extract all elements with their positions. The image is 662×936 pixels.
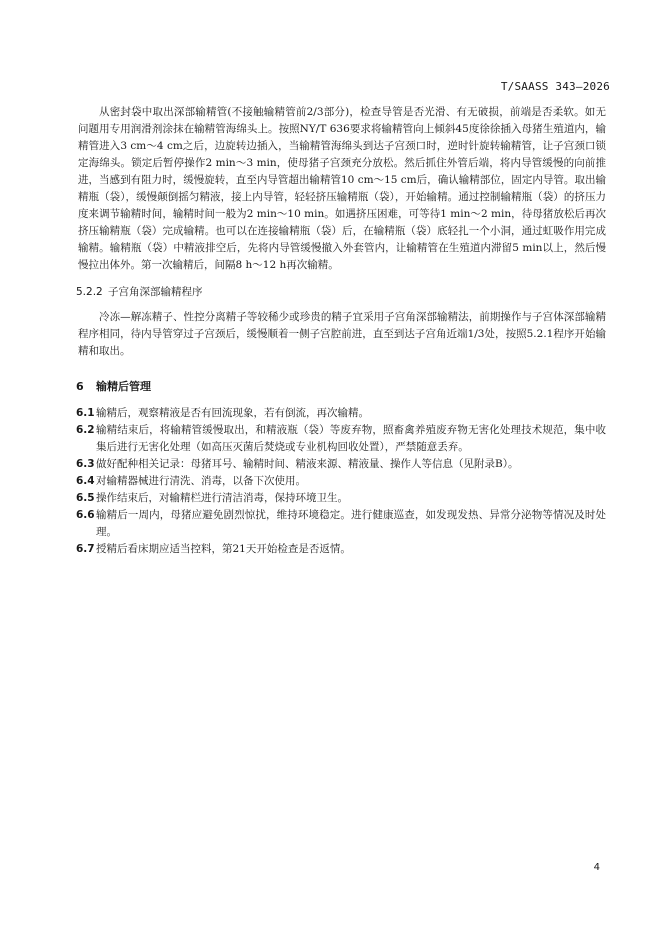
item-number: 6.5 bbox=[76, 492, 95, 504]
list-item-6-1 bbox=[76, 405, 606, 422]
section-6-heading bbox=[76, 378, 606, 395]
section-5-2-2-paragraph: 冷冻—解冻精子、性控分离精子等较稀少或珍贵的精子宜采用子宫角深部输精法，前期操作与子宫体深部输精程序相同，待内导管穿过子宫颈后，缓慢顺着一侧子宫腔前进，直至到达子宫角近端1/3处，按照5.2.1程序开始输精和取出。 bbox=[78, 311, 606, 357]
list-item-6-5 bbox=[76, 490, 606, 507]
item-text: 做好配种相关记录：母猪耳号、输精时间、精液来源、精液量、操作人等信息（见附录B）。 bbox=[96, 458, 519, 470]
document-body bbox=[78, 104, 606, 558]
standard-number: T/SAASS 343—2026 bbox=[500, 80, 610, 93]
item-number: 6.1 bbox=[76, 407, 95, 419]
section-number: 5.2.2 bbox=[76, 286, 103, 298]
item-text: 对输精器械进行清洗、消毒，以备下次使用。 bbox=[96, 475, 306, 487]
list-item-6-2 bbox=[76, 422, 606, 456]
item-number: 6.3 bbox=[76, 458, 95, 470]
section-title: 输精后管理 bbox=[96, 380, 151, 393]
item-number: 6.2 bbox=[76, 424, 95, 436]
list-item-6-3 bbox=[76, 456, 606, 473]
item-text: 操作结束后，对输精栏进行清洁消毒，保持环境卫生。 bbox=[96, 492, 348, 504]
section-number: 6 bbox=[76, 380, 84, 393]
item-number: 6.4 bbox=[76, 475, 95, 487]
intro-paragraph: 从密封袋中取出深部输精管(不接触输精管前2/3部分)，检查导管是否光滑、有无破损，前端是否柔软。如无问题用专用润滑剂涂抹在输精管海绵头上。按照NY/T 636要求将输精管向上倾斜45度徐徐插入母猪生殖道内，输精管进入3 cm～4 cm之后，边旋转边插入，当输精管海绵头到达子宫颈口时，逆时针旋转输精管，让子宫颈口锁定海绵头。锁定后暂停操作2 min～3 min，使母猪子宫颈充分放松。然后抓住外管后端，将内导管缓慢的向前推进，当感到有阻力时，缓慢旋转，直至内导管超出输精管10 cm～15 cm后，确认输精部位，固定内导管。取出输精瓶（袋），缓慢颠倒摇匀精液，接上内导管，轻轻挤压输精瓶（袋），开始输精。通过控制输精瓶（袋）的挤压力度来调节输精时间，输精时间一般为2 min～10 min。如遇挤压困难，可等待1 min～2 min，待母猪放松后再次挤压输精瓶（袋）完成输精。也可以在连接输精瓶（袋）后，在输精瓶（袋）底轻扎一个小洞，通过虹吸作用完成输精。输精瓶（袋）中精液排空后，先将内导管缓慢撤入外套管内，让输精管在生殖道内滞留5 min以上，然后慢慢拉出体外。第一次输精后，间隔8 h～12 h再次输精。 bbox=[78, 106, 606, 271]
section-5-2-2-heading bbox=[76, 284, 606, 301]
item-text: 输精结束后，将输精管缓慢取出，和精液瓶（袋）等废弃物，照畜禽养殖废弃物无害化处理技术规范，集中收集后进行无害化处理（如高压灭菌后焚烧或专业机构回收处置），严禁随意丢弃。 bbox=[96, 424, 606, 453]
page-number: 4 bbox=[593, 862, 600, 873]
item-number: 6.6 bbox=[76, 509, 95, 521]
list-item-6-6 bbox=[76, 507, 606, 541]
list-item-6-4 bbox=[76, 473, 606, 490]
item-text: 授精后看床期应适当控料，第21天开始检查是否返情。 bbox=[96, 543, 351, 555]
list-item-6-7 bbox=[76, 541, 606, 558]
item-number: 6.7 bbox=[76, 543, 95, 555]
item-text: 输精后一周内，母猪应避免剧烈惊扰，维持环境稳定。进行健康巡查，如发现发热、异常分泌物等情况及时处理。 bbox=[96, 509, 606, 538]
item-text: 输精后，观察精液是否有回流现象，若有倒流，再次输精。 bbox=[96, 407, 369, 419]
section-title: 子宫角深部输精程序 bbox=[108, 286, 203, 298]
